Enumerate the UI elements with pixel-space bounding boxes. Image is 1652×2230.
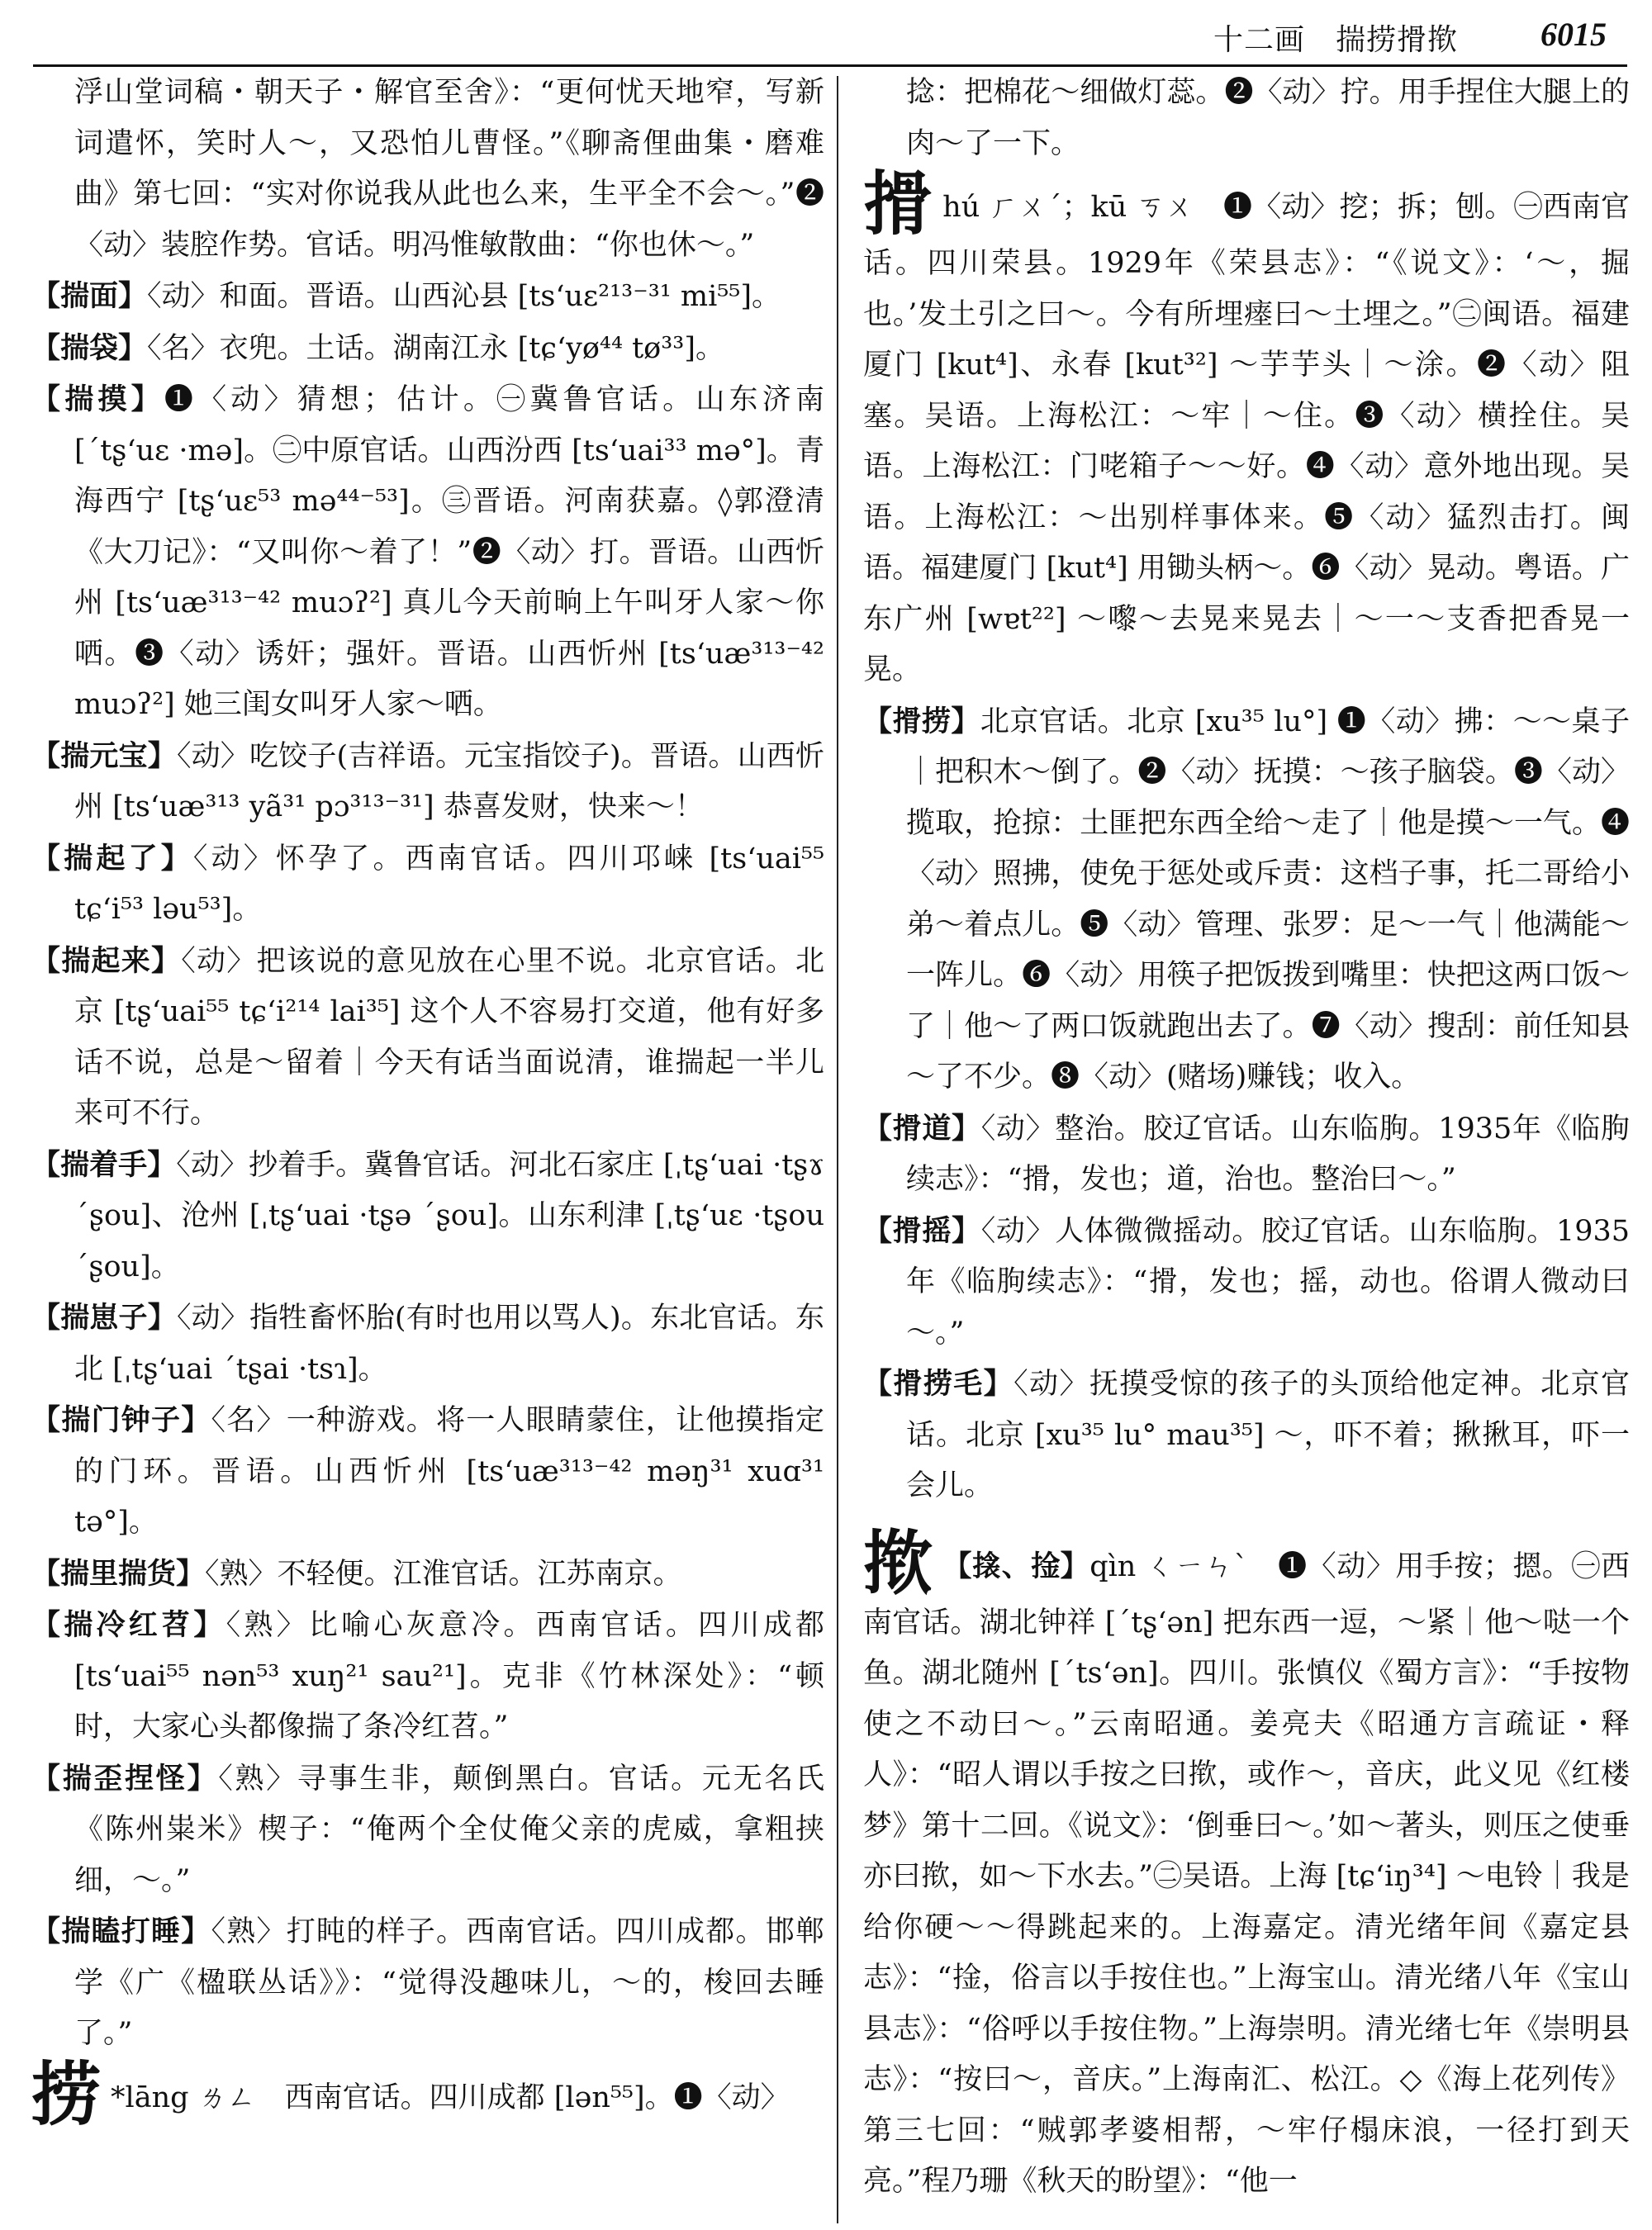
dictionary-entry (863, 1359, 1630, 1512)
entry-definition: 〈动〉怀孕了。西南官话。四川邛崃 [tsʻuai⁵⁵ tɕʻi⁵³ ləu⁵³]。 (74, 842, 824, 926)
entry-headword: 【揣起来】 (31, 943, 182, 978)
dictionary-entry (31, 374, 824, 731)
dictionary-entry (863, 1103, 1630, 1206)
entry-definition: 〈熟〉寻事生非，颠倒黑白。官话。元无名氏《陈州粜米》楔子：“俺两个全仗俺父亲的虎威，拿粗挟细，～。” (74, 1762, 824, 1897)
entry-headword: 【揣冷红苕】 (31, 1608, 226, 1642)
dictionary-entry (31, 833, 824, 936)
page-number: 6015 (1540, 16, 1607, 53)
entry-definition: 〈动〉和面。晋语。山西沁县 [tsʻuɛ²¹³⁻³¹ mi⁵⁵]。 (147, 280, 781, 313)
dictionary-entry (31, 1293, 824, 1395)
entry-headword: 【揣摸】 (31, 382, 164, 416)
entry-definition: 〈名〉衣兜。土话。湖南江永 [tɕʻyø⁴⁴ tø³³]。 (147, 331, 724, 365)
entry-headword: 【揣崽子】 (31, 1301, 177, 1335)
entry-headword: 【揣里揣货】 (31, 1556, 206, 1591)
character-entry (863, 164, 1630, 696)
dictionary-entry (31, 323, 824, 375)
entry-headword: 【揣门钟子】 (31, 1403, 211, 1437)
entry-definition: ❶〈动〉猜想；估计。㊀冀鲁官话。山东济南 [ˊtʂʻuɛ ·mə]。㊁中原官话。山西汾西 [tsʻuai³³ mə°]。青海西宁 [tʂʻuɛ⁵³ mə⁴⁴⁻⁵³]。㊂晋语。河南获嘉。◊郭澄清《大刀记》：“又叫你～着了！”❷〈动〉打。晋语。山西忻州 [tsʻuæ³¹³⁻⁴² muɔʔ²] 真儿今天前晌上午叫牙人家～你哂。❸〈动〉诱奸；强奸。晋语。山西忻州 [tsʻuæ³¹³⁻⁴² muɔʔ²] 她三闺女叫牙人家～哂。 (74, 383, 824, 721)
dictionary-entry (31, 1395, 824, 1549)
entry-definition: hú ㄏㄨˊ；kū ㄎㄨ ❶〈动〉挖；拆；刨。㊀西南官话。四川荣县。1929年《荣县志》：“《说文》：‘～，掘也。’发土引之曰～。今有所埋瘗曰～土埋之。”㊁闽语。福建厦门 [kut⁴]、永春 [kut³²] ～芋芋头｜～涂。❷〈动〉阻塞。吴语。上海松江：～牢｜～住。❸〈动〉横拴住。吴语。上海松江：门咾箱子～～好。❹〈动〉意外地出现。吴语。上海松江：～出别样事体来。❺〈动〉猛烈击打。闽语。福建厦门 [kut⁴] 用锄头柄～。❻〈动〉晃动。粤语。广东广州 [wɐt²²] ～嚟～去晃来晃去｜～一～支香把香晃一晃。 (863, 191, 1630, 686)
entry-definition: 〈动〉人体微微摇动。胶辽官话。山东临朐。1935年《临朐续志》：“搰，发也；摇，动也。俗谓人微动曰～。” (906, 1214, 1630, 1350)
headword-character: 捞 (31, 2053, 102, 2135)
entry-headword: 【揣面】 (31, 279, 148, 313)
entry-definition: 〈熟〉比喻心灰意冷。西南官话。四川成都 [tsʻuai⁵⁵ nən⁵³ xuŋ²¹ sau²¹]。克非《竹林深处》：“顿时，大家心头都像揣了条冷红苕。” (74, 1609, 824, 1744)
dictionary-entry (31, 1549, 824, 1601)
continued-entry-text: 捻：把棉花～细做灯蕊。❷〈动〉拧。用手捏住大腿上的肉～了一下。 (906, 76, 1630, 160)
entry-headword: 【搰捞】 (863, 704, 980, 738)
entry-definition: 〈动〉指牲畜怀胎(有时也用以骂人)。东北官话。东北 [ˌtʂʻuai ˊtʂai ·tsɿ]。 (74, 1302, 824, 1386)
continued-entry-text: 浮山堂词稿・朝天子・解官至舍》：“更何忧天地窄，写新词遣怀，笑时人～，又恐怕儿曹怪。”《聊斋俚曲集・磨难曲》第七回：“实对你说我从此也么来，生平全不会～。”❷〈动〉装腔作势。官话。明冯惟敏散曲：“你也休～。” (74, 76, 824, 262)
dictionary-entry (31, 1600, 824, 1753)
entry-headword: 【揣元宝】 (31, 738, 177, 773)
left-column (31, 68, 824, 2135)
right-column (863, 68, 1630, 2208)
entry-definition: 〈熟〉打盹的样子。西南官话。四川成都。邯郸学《广《楹联丛话》》：“觉得没趣味儿，～的，梭回去睡了。” (74, 1915, 824, 2050)
character-entry (863, 1522, 1630, 2208)
dictionary-entry (31, 271, 824, 323)
entry-definition: 〈名〉一种游戏。将一人眼睛蒙住，让他摸指定的门环。晋语。山西忻州 [tsʻuæ³¹³⁻⁴² məŋ³¹ xuɑ³¹ tə°]。 (74, 1404, 824, 1539)
entry-definition: 〈动〉抚摸受惊的孩子的头顶给他定神。北京官话。北京 [xu³⁵ lu° mau³⁵] ～，吓不着；揪揪耳，吓一会儿。 (906, 1368, 1630, 1502)
dictionary-entry (863, 696, 1630, 1103)
entry-definition: *lāng ㄌㄥ 西南官话。四川成都 [lən⁵⁵]。❶〈动〉 (111, 2081, 790, 2114)
entry-headword: 【搰摇】 (863, 1213, 981, 1248)
entry-definition: 〈动〉吃饺子(吉祥语。元宝指饺子)。晋语。山西忻州 [tsʻuæ³¹³ yã³¹ pɔ³¹³⁻³¹] 恭喜发财，快来～！ (74, 739, 824, 823)
page-header (33, 0, 1627, 67)
dictionary-entry (31, 1140, 824, 1293)
entry-definition: 〈动〉抄着手。冀鲁官话。河北石家庄 [ˌtʂʻuai ·tʂɤ ˊʂou]、沧州 [ˌtʂʻuai ·tʂə ˊʂou]。山东利津 [ˌtʂʻuɛ ·tʂou ˊʂou]。 (74, 1148, 824, 1283)
entry-definition: 〈熟〉不轻便。江淮官话。江苏南京。 (205, 1557, 682, 1591)
headword-character: 揿 (863, 1522, 933, 1604)
dictionary-entry (31, 936, 824, 1140)
entry-headword: 【搰道】 (863, 1111, 981, 1146)
dictionary-entry (31, 1906, 824, 2060)
entry-headword: 【揣起了】 (31, 841, 193, 875)
character-entry (31, 2053, 824, 2135)
entry-definition: 〈动〉把该说的意见放在心里不说。北京官话。北京 [tʂʻuai⁵⁵ tɕʻi²¹⁴ lai³⁵] 这个人不容易打交道，他有好多话不说，总是～留着｜今天有话当面说清，谁揣起一半儿来可不行。 (74, 944, 824, 1130)
column-divider (837, 76, 838, 2223)
headword-character: 搰 (863, 164, 933, 244)
entry-variants: 【搇、捦】 (942, 1549, 1090, 1583)
entry-headword: 【搰捞毛】 (863, 1367, 1014, 1401)
dictionary-entry (863, 1206, 1630, 1359)
entry-headword: 【揣瞌打睡】 (31, 1914, 211, 1948)
entry-definition: 〈动〉整治。胶辽官话。山东临朐。1935年《临朐续志》：“搰，发也；道，治也。整治曰～。” (906, 1112, 1630, 1196)
section-title: 十二画 揣捞搰揿 (1213, 23, 1458, 57)
entry-headword: 【揣袋】 (31, 330, 148, 365)
dictionary-entry (31, 731, 824, 833)
entry-headword: 【揣歪捏怪】 (31, 1761, 219, 1796)
entry-definition: 北京官话。北京 [xu³⁵ lu°] ❶〈动〉拂：～～桌子｜把积木～倒了。❷〈动〉抚摸：～孩子脑袋。❸〈动〉揽取，抢掠：土匪把东西全给～走了｜他是摸～一气。❹〈动〉照拂，使免于惩处或斥责：这档子事，托二哥给小弟～着点儿。❺〈动〉管理、张罗：足～一气｜他满能～一阵儿。❻〈动〉用筷子把饭拨到嘴里：快把这两口饭～了｜他～了两口饭就跑出去了。❼〈动〉搜刮：前任知县～了不少。❽〈动〉(赌场)赚钱；收入。 (906, 705, 1630, 1094)
dictionary-entry (31, 1753, 824, 1907)
entry-headword: 【揣着手】 (31, 1147, 177, 1182)
entry-definition: qìn ㄑㄧㄣˋ ❶〈动〉用手按；摁。㊀西南官话。湖北钟祥 [ˊtʂʻən] 把东西一逗，～紧｜他～哒一个鱼。湖北随州 [ˊtsʻən]。四川。张慎仪《蜀方言》：“手按物使之不动曰～。”云南昭通。姜亮夫《昭通方言疏证・释人》：“昭人谓以手按之曰揿，或作～，音庆，此义见《红楼梦》第十二回。《说文》：‘倒垂曰～。’如～著头，则压之使垂亦曰揿，如～下水去。”㊁吴语。上海 [tɕʻiŋ³⁴] ～电铃｜我是给你硬～～得跳起来的。上海嘉定。清光绪年间《嘉定县志》：“捦，俗言以手按住也。”上海宝山。清光绪八年《宝山县志》：“俗呼以手按住物。”上海崇明。清光绪七年《崇明县志》：“按曰～，音庆。”上海南汇、松江。◇《海上花列传》第三七回：“贼郭孝婆相帮，～牢仔榻床浪，一径打到天亮。”程乃珊《秋天的盼望》：“他一 (863, 1549, 1630, 2198)
